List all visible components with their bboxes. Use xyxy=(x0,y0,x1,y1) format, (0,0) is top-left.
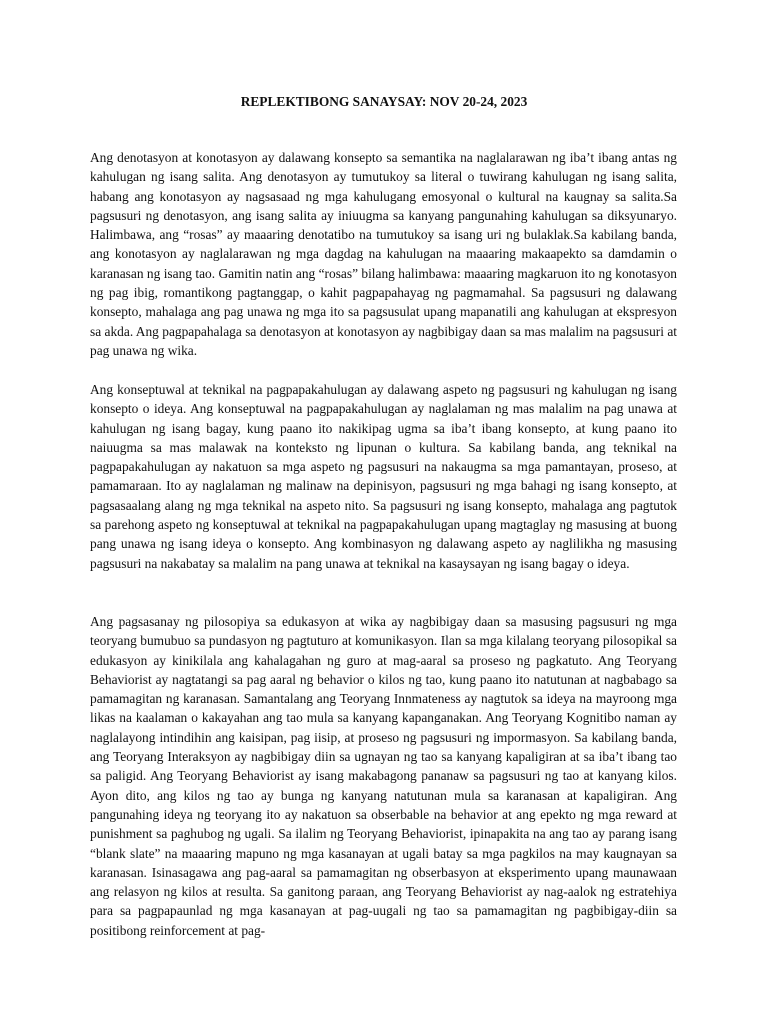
paragraph-konseptuwal-teknikal: Ang konseptuwal at teknikal na pagpapakahulugan ay dalawang aspeto ng pagsusuri ng kahulugan ng isang konsepto o ideya. Ang konseptuwal na pagpapakahulugan ay naglalaman ng mas malalim na pag unawa at kahulugan ng isang bagay, kung paano ito nakikipag ugma sa iba’t ibang konsepto, at kung paano ito naiuugma sa mas malawak na konteksto ng lipunan o kultura. Sa kabilang banda, ang teknikal na pagpapakahulugan ay nakatuon sa mga aspeto ng pagsusuri na nakaugma sa mga pamantayan, proseso, at pamamaraan. Ito ay naglalaman ng malinaw na depinisyon, pagsusuri ng mga bahagi ng isang konsepto, at pagsasaalang alang ng mga teknikal na aspeto nito. Sa pagsusuri ng isang konsepto, mahalaga ang pagtutok sa parehong aspeto ng konseptuwal at teknikal na pagpapakahulugan upang magtaglay ng masusing at buong pang unawa ng isang ideya o konsepto. Ang kombinasyon ng dalawang aspeto ay naglilikha ng masusing pagsusuri na nakabatay sa malalim na pang unawa at teknikal na kasaysayan ng isang bagay o ideya. xyxy=(90,382,677,571)
paragraph-pilosopiya-edukasyon: Ang pagsasanay ng pilosopiya sa edukasyon at wika ay nagbibigay daan sa masusing pagsusuri ng mga teoryang bumubuo sa pundasyon ng pagtuturo at komunikasyon. Ilan sa mga kilalang teoryang pilosopikal sa edukasyon ay kinikilala ang kahalagahan ng guro at mag-aaral sa proseso ng pagkatuto. Ang Teoryang Behaviorist ay nagtatangi sa pag aaral ng behavior o kilos ng tao, kung paano ito natutunan at nagbabago sa pamamagitan ng karanasan. Samantalang ang Teoryang Innmateness ay nagtutok sa ideya na mayroong mga likas na kaalaman o kakayahan ang tao mula sa kanyang kapanganakan. Ang Teoryang Kognitibo naman ay naglalayong intindihin ang kaisipan, pag iisip, at proseso ng pagsusuri ng impormasyon. Sa kabilang banda, ang Teoryang Interaksyon ay nagbibigay diin sa ugnayan ng tao sa kanyang kapaligiran at sa iba’t ibang tao sa paligid. Ang Teoryang Behaviorist ay isang makabagong pananaw sa pagsusuri ng tao at kanyang kilos. Ayon dito, ang kilos ng tao ay bunga ng kanyang natutunan mula sa karanasan at kapaligiran. Ang pangunahing ideya ng teoryang ito ay nakatuon sa obserbable na behavior at ang epekto ng mga reward at punishment sa paghubog ng ugali. Sa ilalim ng Teoryang Behaviorist, ipinapakita na ang tao ay parang isang “blank slate” na maaaring mapuno ng mga kasanayan at ugali batay sa mga pagkilos na may kaugnayan sa karanasan. Isinasagawa ang pag-aaral sa pamamagitan ng obserbasyon at eksperimento upang maunawaan ang relasyon ng kilos at resulta. Sa ganitong paraan, ang Teoryang Behaviorist ay nag-aalok ng estratehiya para sa pagpapaunlad ng mga kasanayan at pag-uugali ng tao sa pamamagitan ng pagbibigay-diin sa positibong reinforcement at pag- xyxy=(90,614,677,938)
document-title: REPLEKTIBONG SANAYSAY: NOV 20-24, 2023 xyxy=(240,94,528,109)
paragraph-denotasyon-konotasyon: Ang denotasyon at konotasyon ay dalawang konsepto sa semantika na naglalarawan ng iba’t ibang antas ng kahulugan ng isang salita. Ang denotasyon ay tumutukoy sa literal o tuwirang kahulugan ng isang salita, habang ang konotasyon ay nagsasaad ng mga kahulugang emosyonal o kultural na kaugnay sa salita.Sa pagsusuri ng denotasyon, ang isang salita ay iniuugma sa kanyang pangunahing kahulugan sa diksyunaryo. Halimbawa, ang “rosas” ay maaaring denotatibo na tumutukoy sa isang uri ng bulaklak.Sa kabilang banda, ang konotasyon ay naglalarawan ng mga dagdag na kahulugan na maaaring makaapekto sa damdamin o karanasan ng isang tao. Gamitin natin ang “rosas” bilang halimbawa: maaaring magkaruon ito ng konotasyon ng pag ibig, romantikong pagtanggap, o kahit pagpapahayag ng pagmamahal. Sa pagsusuri ng dalawang konsepto, mahalaga ang pag unawa ng mga ito sa pagsusulat upang mapanatili ang kahulugan at ekspresyon sa akda. Ang pagpapahalaga sa denotasyon at konotasyon ay nagbibigay daan sa mas malalim na pagsusuri at pag unawa ng wika. xyxy=(90,150,677,358)
